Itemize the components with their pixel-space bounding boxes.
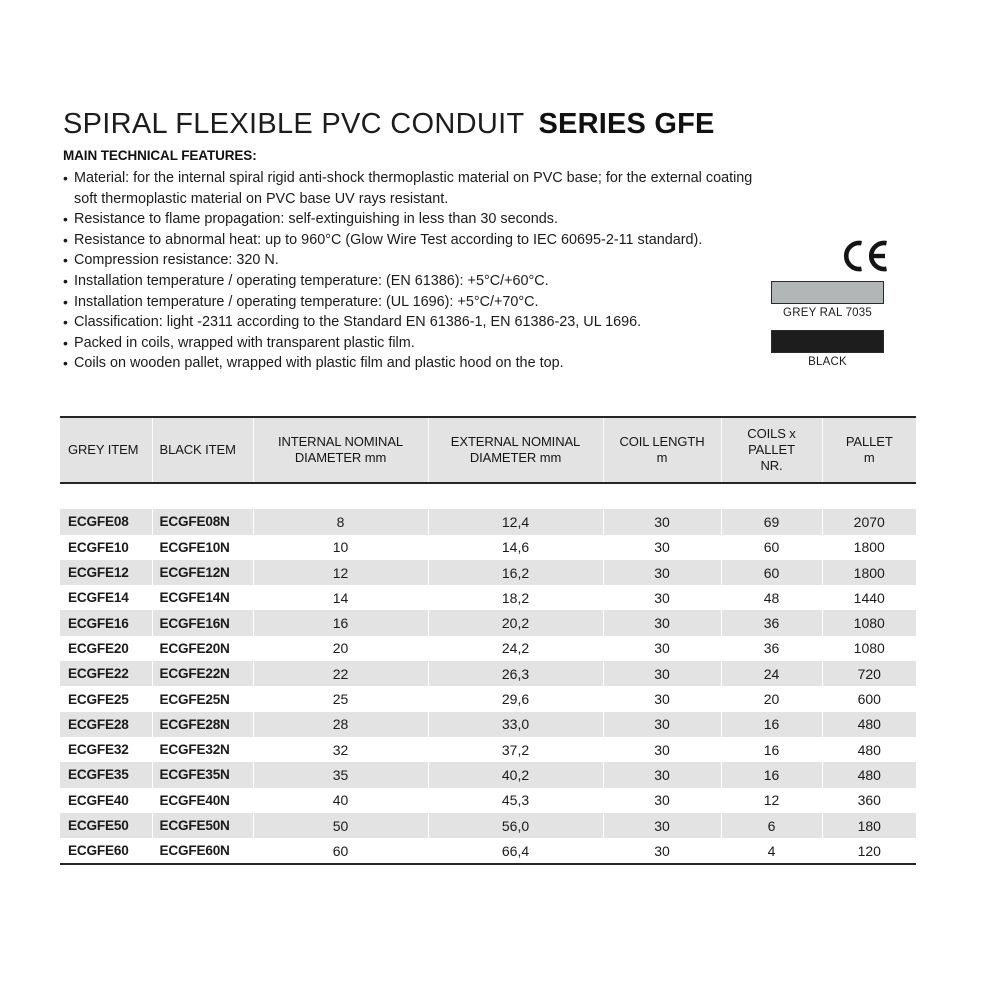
cell-coils-per-pallet: 36 (721, 610, 822, 635)
cell-black-item: ECGFE40N (152, 788, 253, 813)
spec-table-head (60, 417, 916, 483)
grey-swatch (771, 281, 884, 319)
table-row (60, 838, 916, 864)
black-swatch-label: BLACK (808, 356, 847, 368)
column-header (60, 417, 152, 483)
cell-black-item: ECGFE32N (152, 737, 253, 762)
cell-coils-per-pallet: 4 (721, 838, 822, 864)
grey-swatch-label: GREY RAL 7035 (783, 307, 872, 319)
cell-coils-per-pallet: 60 (721, 535, 822, 560)
feature-bullet-text: Installation temperature / operating temperature: (EN 61386): +5°C/+60°C. (74, 272, 549, 289)
spec-table-body (60, 483, 916, 864)
bullet-dot-icon: • (63, 252, 68, 269)
grey-swatch-chip (771, 281, 884, 304)
bullet-dot-icon: • (63, 314, 68, 331)
cell-black-item: ECGFE10N (152, 535, 253, 560)
cell-coils-per-pallet: 69 (721, 509, 822, 534)
cell-external-mm: 12,4 (428, 509, 603, 534)
cell-coil-length-m: 30 (603, 661, 721, 686)
cell-grey-item: ECGFE10 (60, 535, 152, 560)
cell-grey-item: ECGFE40 (60, 788, 152, 813)
cell-coils-per-pallet: 16 (721, 737, 822, 762)
cell-external-mm: 56,0 (428, 813, 603, 838)
spec-table (60, 416, 916, 865)
features-list (63, 168, 753, 374)
cell-coils-per-pallet: 16 (721, 762, 822, 787)
cell-grey-item: ECGFE28 (60, 712, 152, 737)
table-row (60, 509, 916, 534)
black-swatch (771, 330, 884, 368)
cell-black-item: ECGFE20N (152, 636, 253, 661)
cell-external-mm: 33,0 (428, 712, 603, 737)
column-header-line: PALLET (845, 434, 893, 449)
column-header-line: EXTERNAL NOMINAL (450, 434, 581, 449)
table-row (60, 712, 916, 737)
feature-bullet (63, 333, 753, 354)
cell-internal-mm: 14 (253, 585, 428, 610)
cell-black-item: ECGFE28N (152, 712, 253, 737)
cell-coil-length-m: 30 (603, 535, 721, 560)
cell-coil-length-m: 30 (603, 610, 721, 635)
column-header (721, 417, 822, 483)
cell-internal-mm: 50 (253, 813, 428, 838)
cell-pallet-m: 180 (822, 813, 916, 838)
table-row (60, 585, 916, 610)
feature-bullet-text: Resistance to flame propagation: self-extinguishing in less than 30 seconds. (74, 211, 558, 228)
page-title-main: SPIRAL FLEXIBLE PVC CONDUIT (63, 108, 525, 140)
page-title (63, 108, 715, 141)
cell-external-mm: 24,2 (428, 636, 603, 661)
cell-black-item: ECGFE22N (152, 661, 253, 686)
bullet-dot-icon: • (63, 355, 68, 372)
feature-bullet-text: Classification: light -2311 according to the Standard EN 61386-1, EN 61386-23, UL 1696. (74, 314, 642, 331)
table-row (60, 661, 916, 686)
cell-coil-length-m: 30 (603, 636, 721, 661)
feature-bullet-text: Installation temperature / operating temperature: (UL 1696): +5°C/+70°C. (74, 293, 539, 310)
column-header-line: GREY ITEM (68, 442, 139, 457)
column-header-line: COIL LENGTH (619, 434, 705, 449)
feature-bullet (63, 230, 753, 251)
cell-coil-length-m: 30 (603, 712, 721, 737)
feature-bullet (63, 292, 753, 313)
cell-coil-length-m: 30 (603, 838, 721, 864)
cell-internal-mm: 35 (253, 762, 428, 787)
cell-internal-mm: 20 (253, 636, 428, 661)
cell-coils-per-pallet: 48 (721, 585, 822, 610)
cell-internal-mm: 25 (253, 686, 428, 711)
table-row (60, 610, 916, 635)
cell-pallet-m: 2070 (822, 509, 916, 534)
cell-pallet-m: 480 (822, 762, 916, 787)
cell-grey-item: ECGFE20 (60, 636, 152, 661)
black-swatch-chip (771, 330, 884, 353)
column-header (152, 417, 253, 483)
cell-internal-mm: 8 (253, 509, 428, 534)
cell-external-mm: 29,6 (428, 686, 603, 711)
cell-internal-mm: 16 (253, 610, 428, 635)
feature-bullet (63, 168, 753, 209)
bullet-dot-icon: • (63, 211, 68, 228)
table-row (60, 788, 916, 813)
cell-coils-per-pallet: 6 (721, 813, 822, 838)
column-header (822, 417, 916, 483)
spec-table-wrapper (60, 416, 916, 865)
cell-black-item: ECGFE35N (152, 762, 253, 787)
column-header (253, 417, 428, 483)
feature-bullet (63, 250, 753, 271)
cell-coils-per-pallet: 16 (721, 712, 822, 737)
cell-external-mm: 45,3 (428, 788, 603, 813)
cell-pallet-m: 720 (822, 661, 916, 686)
table-row (60, 813, 916, 838)
cell-grey-item: ECGFE08 (60, 509, 152, 534)
feature-bullet-text: Coils on wooden pallet, wrapped with plastic film and plastic hood on the top. (74, 355, 564, 372)
cell-internal-mm: 22 (253, 661, 428, 686)
column-header-line: DIAMETER mm (469, 450, 562, 465)
ce-mark-icon (840, 239, 890, 273)
cell-external-mm: 40,2 (428, 762, 603, 787)
cell-black-item: ECGFE25N (152, 686, 253, 711)
cell-external-mm: 37,2 (428, 737, 603, 762)
feature-bullet-text: Resistance to abnormal heat: up to 960°C (Glow Wire Test according to IEC 60695-2-11 standard). (74, 231, 703, 248)
table-row (60, 762, 916, 787)
table-row (60, 535, 916, 560)
feature-bullet (63, 271, 753, 292)
cell-coils-per-pallet: 36 (721, 636, 822, 661)
cell-coils-per-pallet: 60 (721, 560, 822, 585)
cell-external-mm: 66,4 (428, 838, 603, 864)
column-header (428, 417, 603, 483)
feature-bullet (63, 209, 753, 230)
column-header-line: COILS x PALLET (747, 426, 796, 457)
header-row (60, 417, 916, 483)
column-header (603, 417, 721, 483)
table-row (60, 636, 916, 661)
cell-external-mm: 16,2 (428, 560, 603, 585)
cell-pallet-m: 360 (822, 788, 916, 813)
cell-coil-length-m: 30 (603, 560, 721, 585)
bullet-dot-icon: • (63, 231, 68, 248)
cell-pallet-m: 1080 (822, 636, 916, 661)
feature-bullet-text: Packed in coils, wrapped with transparent plastic film. (74, 334, 415, 351)
cell-grey-item: ECGFE32 (60, 737, 152, 762)
header-spacer-cell (60, 483, 916, 509)
cell-coil-length-m: 30 (603, 686, 721, 711)
cell-coil-length-m: 30 (603, 813, 721, 838)
column-header-line: m (656, 450, 668, 465)
bullet-dot-icon: • (63, 272, 68, 289)
feature-bullet (63, 312, 753, 333)
cell-pallet-m: 1440 (822, 585, 916, 610)
cell-grey-item: ECGFE12 (60, 560, 152, 585)
cell-pallet-m: 480 (822, 712, 916, 737)
cell-black-item: ECGFE12N (152, 560, 253, 585)
cell-pallet-m: 1800 (822, 560, 916, 585)
cell-grey-item: ECGFE14 (60, 585, 152, 610)
cell-pallet-m: 600 (822, 686, 916, 711)
cell-internal-mm: 28 (253, 712, 428, 737)
bullet-dot-icon: • (63, 334, 68, 351)
cell-pallet-m: 1080 (822, 610, 916, 635)
column-header-line: DIAMETER mm (294, 450, 387, 465)
cell-coil-length-m: 30 (603, 509, 721, 534)
cell-black-item: ECGFE60N (152, 838, 253, 864)
column-header-line: NR. (760, 458, 783, 473)
column-header-line: INTERNAL NOMINAL (277, 434, 404, 449)
cell-external-mm: 18,2 (428, 585, 603, 610)
cell-grey-item: ECGFE35 (60, 762, 152, 787)
table-row (60, 737, 916, 762)
bullet-dot-icon: • (63, 170, 68, 186)
cell-internal-mm: 12 (253, 560, 428, 585)
cell-coil-length-m: 30 (603, 737, 721, 762)
cell-grey-item: ECGFE22 (60, 661, 152, 686)
cell-coil-length-m: 30 (603, 585, 721, 610)
cell-pallet-m: 1800 (822, 535, 916, 560)
cell-grey-item: ECGFE25 (60, 686, 152, 711)
cell-internal-mm: 40 (253, 788, 428, 813)
header-spacer-row (60, 483, 916, 509)
cell-coils-per-pallet: 12 (721, 788, 822, 813)
feature-bullet-text: Compression resistance: 320 N. (74, 252, 279, 269)
cell-black-item: ECGFE14N (152, 585, 253, 610)
table-row (60, 686, 916, 711)
cell-black-item: ECGFE16N (152, 610, 253, 635)
cell-pallet-m: 120 (822, 838, 916, 864)
cell-black-item: ECGFE08N (152, 509, 253, 534)
features-heading: MAIN TECHNICAL FEATURES: (63, 148, 257, 163)
cell-pallet-m: 480 (822, 737, 916, 762)
column-header-line: m (863, 450, 875, 465)
bullet-dot-icon: • (63, 293, 68, 310)
feature-bullet-text: Material: for the internal spiral rigid anti-shock thermoplastic material on PVC base; for the external coating soft thermoplastic material on PVC base UV rays resistant. (74, 170, 753, 207)
page-title-series: SERIES GFE (538, 108, 715, 140)
cell-coil-length-m: 30 (603, 762, 721, 787)
feature-bullet (63, 353, 753, 374)
cell-internal-mm: 32 (253, 737, 428, 762)
cell-black-item: ECGFE50N (152, 813, 253, 838)
table-row (60, 560, 916, 585)
cell-internal-mm: 60 (253, 838, 428, 864)
column-header-line: BLACK ITEM (159, 442, 236, 457)
cell-coils-per-pallet: 20 (721, 686, 822, 711)
cell-grey-item: ECGFE50 (60, 813, 152, 838)
cell-external-mm: 26,3 (428, 661, 603, 686)
cell-grey-item: ECGFE60 (60, 838, 152, 864)
cell-internal-mm: 10 (253, 535, 428, 560)
cell-grey-item: ECGFE16 (60, 610, 152, 635)
cell-external-mm: 14,6 (428, 535, 603, 560)
cell-coils-per-pallet: 24 (721, 661, 822, 686)
cell-coil-length-m: 30 (603, 788, 721, 813)
cell-external-mm: 20,2 (428, 610, 603, 635)
